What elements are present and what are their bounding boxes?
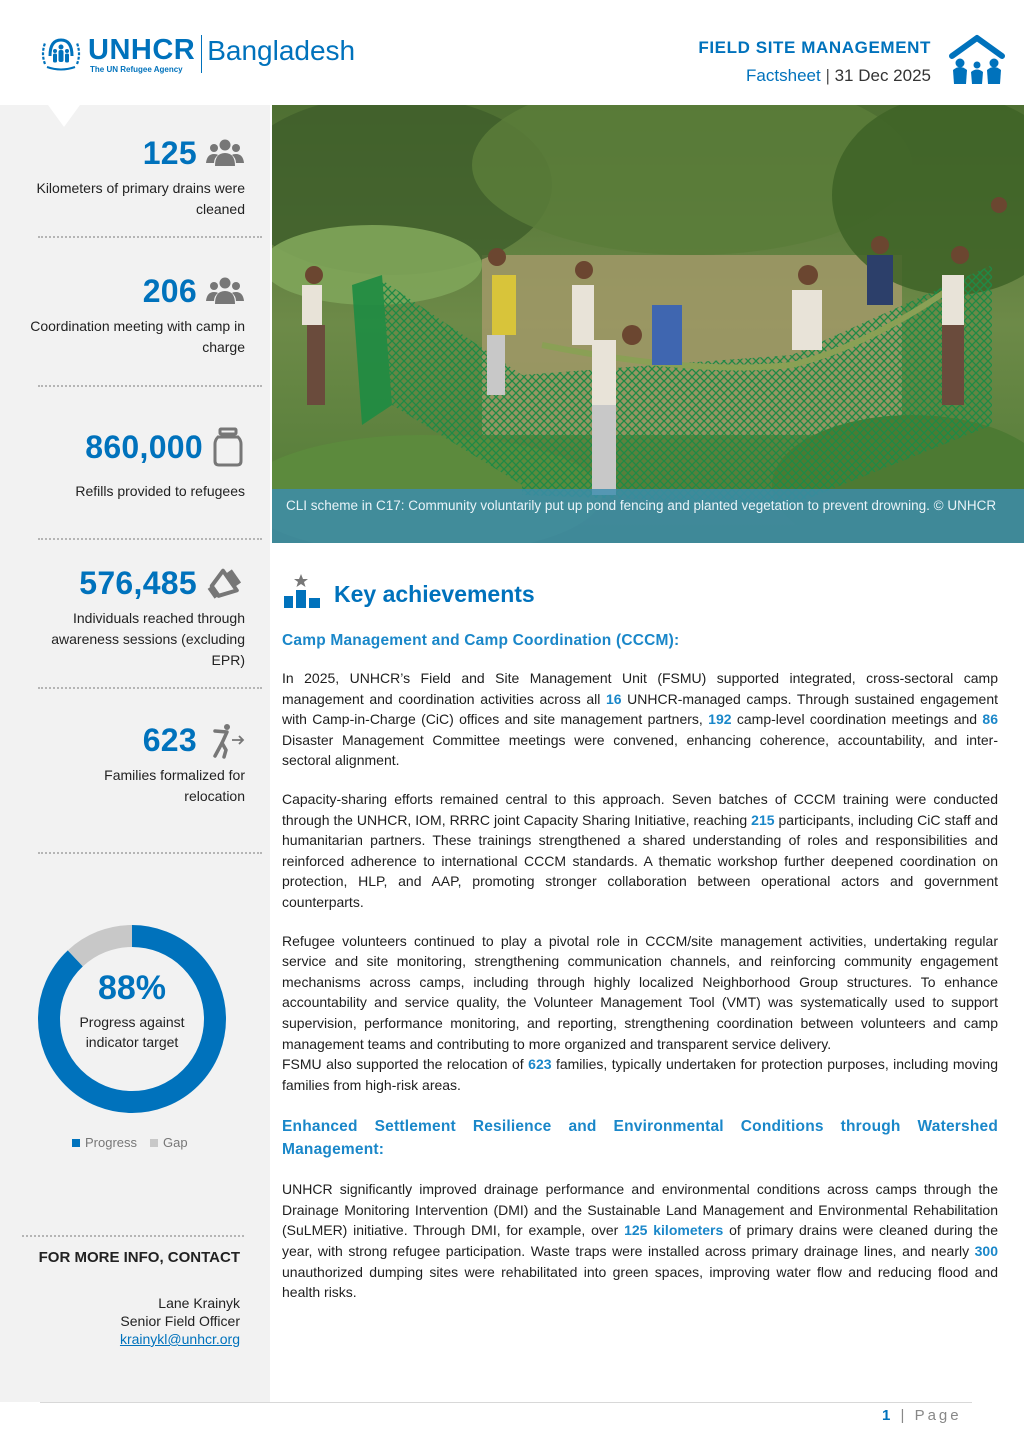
document-subtitle xyxy=(698,66,931,86)
stat-label: Kilometers of primary drains were cleaned xyxy=(36,180,245,217)
text-run: Capacity-sharing efforts remained central to this approach. Seven batches of CCCM training were conducted through the UNHCR, IOM, RRRC joint Capacity Sharing Initiative, reaching xyxy=(282,790,998,828)
gas-cylinder-icon xyxy=(211,427,245,467)
divider xyxy=(38,538,262,540)
text-run: UNHCR-managed camps. Through sustained engagement with Camp-in-Charge (CiC) offices and site management partners, xyxy=(282,690,998,728)
divider xyxy=(38,687,262,689)
legend-label: Progress xyxy=(85,1135,138,1150)
photo-caption: CLI scheme in C17: Community voluntarily put up pond fencing and planted vegetation to prevent drowning. © UNHCR xyxy=(272,489,1024,543)
contact-role: Senior Field Officer xyxy=(120,1313,240,1329)
unhcr-emblem-icon xyxy=(38,34,84,74)
stat-value: 206 xyxy=(142,273,197,309)
cccm-paragraph-1 xyxy=(282,668,998,771)
stat-value: 860,000 xyxy=(85,428,203,465)
people-group-icon xyxy=(205,274,245,310)
highlight-number: 125 kilometers xyxy=(624,1222,724,1239)
page-header xyxy=(0,0,1024,105)
divider xyxy=(38,852,262,854)
divider xyxy=(22,1235,244,1237)
unhcr-logo xyxy=(38,32,355,76)
highlight-number: 215 xyxy=(751,811,775,828)
contact-title: FOR MORE INFO, CONTACT xyxy=(38,1249,240,1266)
divider xyxy=(38,236,262,238)
page-number: 1 | Page xyxy=(882,1407,962,1424)
text-run: In 2025, UNHCR’s Field and Site Management Unit (FSMU) supported integrated, cross-sectoral camp management and coordination activities across all xyxy=(282,670,998,707)
document-date: 31 Dec 2025 xyxy=(834,66,931,85)
shelter-family-icon xyxy=(948,34,1006,86)
page-number-value: 1 xyxy=(882,1407,894,1424)
text-run: of primary drains were cleaned during the year, with strong refugee participation. Waste traps were installed across primary drainage lines, and nearly xyxy=(282,1222,998,1260)
contact-block xyxy=(39,1249,240,1349)
stat-label: Individuals reached through awareness sessions (excluding EPR) xyxy=(51,610,245,668)
hero-photo xyxy=(272,105,1024,543)
highlight-number: 623 xyxy=(528,1056,552,1073)
legend-label: Gap xyxy=(163,1135,188,1150)
person-relocating-icon xyxy=(205,723,245,759)
stat-refills xyxy=(75,427,245,502)
highlight-number: 300 xyxy=(974,1243,998,1260)
donut-percent-label: 88% xyxy=(97,968,167,1007)
stat-label: Refills provided to refugees xyxy=(75,483,245,499)
watershed-paragraph-1 xyxy=(282,1179,998,1303)
text-run: camp-level coordination meetings and xyxy=(731,711,983,728)
highlight-number: 86 xyxy=(982,711,998,728)
stat-coordination-meetings xyxy=(15,273,245,358)
stat-label: Coordination meeting with camp in charge xyxy=(30,318,245,355)
logo-tagline: The UN Refugee Agency xyxy=(90,64,183,74)
donut-legend xyxy=(72,1135,201,1150)
legend-swatch-progress xyxy=(72,1139,80,1147)
logo-divider xyxy=(201,35,202,73)
people-group-icon xyxy=(205,136,245,172)
logo-country: Bangladesh xyxy=(207,35,356,66)
stat-value: 623 xyxy=(142,722,197,758)
cccm-heading: Camp Management and Camp Coordination (CCCM): xyxy=(282,632,680,649)
legend-item-progress xyxy=(72,1135,137,1150)
cccm-paragraph-4 xyxy=(282,1054,998,1095)
divider xyxy=(38,385,262,387)
donut-caption: Progress against indicator target xyxy=(79,1013,185,1050)
stat-value: 576,485 xyxy=(79,565,197,601)
text-run: Disaster Management Committee meetings were convened, enhancing coherence, accountability, and inter-sectoral alignment. xyxy=(282,731,998,769)
stat-awareness-reach xyxy=(15,565,245,671)
cccm-paragraph-3: Refugee volunteers continued to play a pivotal role in CCCM/site management activities, undertaking regular service and site monitoring, strengthening communication channels, and reinforcing community engagement mechanisms across camps, including through highly localized Neighborhood Group structures. To enhance accountability and service quality, the Volunteer Management Tool (VMT) was systematically used to support supervision, performance monitoring, and reporting, strengthening coordination between volunteers and camp management teams and contributing to more organized and transparent service delivery. xyxy=(282,932,998,1052)
stat-drains-cleaned xyxy=(5,135,245,220)
stat-relocation xyxy=(45,722,245,807)
stat-value: 125 xyxy=(142,135,197,171)
logo-org-name: UNHCR xyxy=(88,33,196,66)
watershed-heading: Enhanced Settlement Resilience and Environmental Conditions through Watershed Management: xyxy=(282,1118,998,1159)
contact-email-link[interactable]: krainykl@unhcr.org xyxy=(119,1331,240,1347)
cccm-paragraph-2 xyxy=(282,789,998,913)
doc-type: Factsheet xyxy=(746,66,821,85)
subtitle-separator: | xyxy=(825,66,830,85)
progress-donut-chart xyxy=(36,923,228,1115)
text-run: families, typically undertaken for protection purposes, including moving families from high-risk areas. xyxy=(282,1056,998,1093)
footer-divider xyxy=(40,1402,972,1403)
document-title: FIELD SITE MANAGEMENT xyxy=(698,38,931,57)
main-content xyxy=(282,570,998,1303)
stat-label: Families formalized for relocation xyxy=(104,767,245,804)
highlight-number: 16 xyxy=(605,690,622,707)
text-run: participants, including CiC staff and humanitarian partners. These trainings strengthened a shared understanding of roles and responsibilities and reinforced adherence to international CCCM standards. A thematic workshop further deepened coordination on protection, HLP, and AAP, promoting stronger collaboration between operational actors and government counterparts. xyxy=(282,811,998,910)
legend-swatch-gap xyxy=(150,1139,158,1147)
photo-scene xyxy=(272,105,1024,543)
text-run: UNHCR significantly improved drainage performance and environmental conditions across camps through the Drainage Monitoring Intervention (DMI) and the Sustainable Land Management and Environmental Rehabilitation (SuLMER) initiative. Through DMI, for example, over xyxy=(282,1181,998,1239)
podium-star-icon xyxy=(282,572,322,610)
text-run: FSMU also supported the relocation of xyxy=(282,1056,529,1073)
sidebar xyxy=(0,105,270,1402)
megaphone-icon xyxy=(205,566,245,602)
contact-name: Lane Krainyk xyxy=(158,1295,240,1311)
sidebar-notch xyxy=(48,105,80,127)
highlight-number: 192 xyxy=(708,711,732,728)
section-title: Key achievements xyxy=(334,581,535,607)
legend-item-gap xyxy=(150,1135,188,1150)
text-run: unauthorized dumping sites were rehabilitated into green spaces, improving water flow and reducing flood and health risks. xyxy=(282,1263,998,1301)
page-label: Page xyxy=(914,1407,962,1424)
key-achievements-heading xyxy=(282,570,998,610)
